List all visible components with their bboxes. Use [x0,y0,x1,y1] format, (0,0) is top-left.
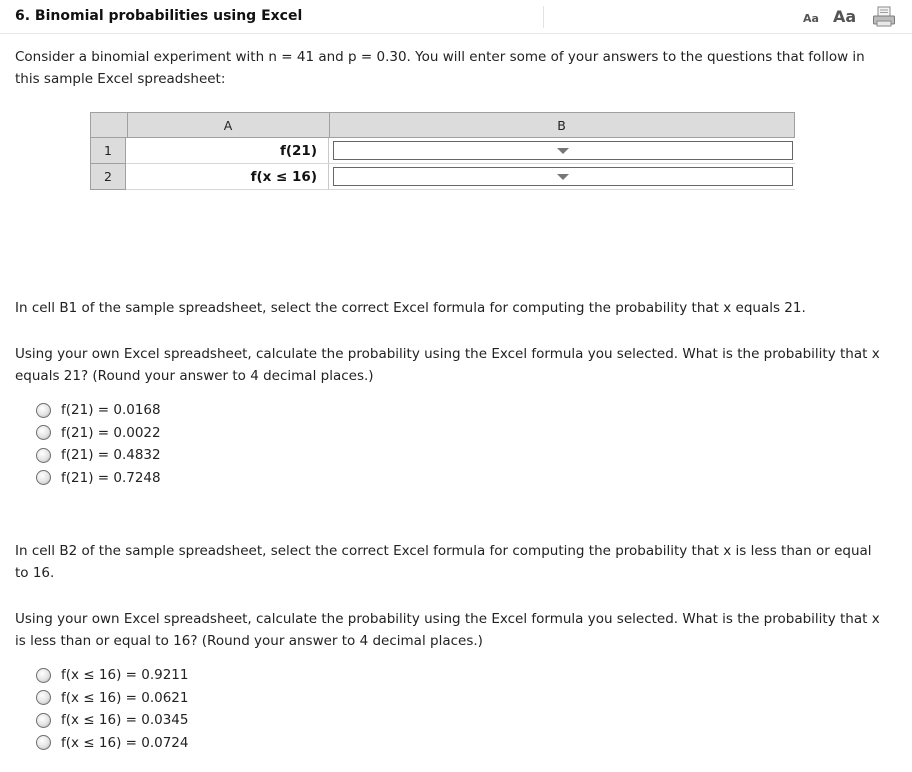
row-number: 1 [90,138,126,164]
option-label: f(x ≤ 16) = 0.0724 [61,734,189,751]
radio-button[interactable] [36,735,51,750]
q2-option[interactable] [36,664,188,687]
option-label: f(21) = 0.4832 [61,447,161,464]
q2-option[interactable] [36,687,188,710]
q2-option[interactable] [36,709,188,732]
q1-instruction: In cell B1 of the sample spreadsheet, select the correct Excel formula for computing the probability that x equals 21. [15,300,806,316]
question-line: Using your own Excel spreadsheet, calculate the probability using the Excel formula you selected. What is the probability that x [15,346,880,362]
cell-b1 [329,138,795,164]
q1-option[interactable] [36,422,161,445]
column-header-row [90,112,795,138]
question-title: 6. Binomial probabilities using Excel [15,8,303,24]
chevron-down-icon [557,148,569,154]
option-label: f(x ≤ 16) = 0.9211 [61,667,189,684]
spreadsheet-row [90,164,795,190]
option-label: f(21) = 0.0168 [61,402,161,419]
q2-options [36,664,188,754]
cell-b2 [329,164,795,190]
spreadsheet-row [90,138,795,164]
q1-option[interactable] [36,399,161,422]
radio-button[interactable] [36,448,51,463]
radio-button[interactable] [36,425,51,440]
option-label: f(x ≤ 16) = 0.0621 [61,689,189,706]
question-line: equals 21? (Round your answer to 4 decimal places.) [15,368,374,384]
cell-a1: f(21) [126,138,329,164]
q2-instruction [15,540,895,584]
q1-option[interactable] [36,467,161,490]
q2-question [15,608,895,652]
cell-a2: f(x ≤ 16) [126,164,329,190]
option-label: f(21) = 0.0022 [61,424,161,441]
question-line: is less than or equal to 16? (Round your answer to 4 decimal places.) [15,633,483,649]
chevron-down-icon [557,174,569,180]
radio-button[interactable] [36,403,51,418]
q2-option[interactable] [36,732,188,755]
print-icon[interactable] [872,6,896,28]
question-header [0,0,912,34]
option-label: f(x ≤ 16) = 0.0345 [61,712,189,729]
formula-dropdown-b2[interactable] [333,167,793,186]
column-header-b: B [557,118,566,133]
radio-button[interactable] [36,470,51,485]
radio-button[interactable] [36,713,51,728]
corner-cell [91,113,128,137]
q1-option[interactable] [36,444,161,467]
intro-line: this sample Excel spreadsheet: [15,71,226,87]
radio-button[interactable] [36,668,51,683]
question-line: Using your own Excel spreadsheet, calculate the probability using the Excel formula you selected. What is the probability that x [15,611,880,627]
row-number: 2 [90,164,126,190]
option-label: f(21) = 0.7248 [61,469,161,486]
sample-spreadsheet [90,112,795,191]
header-divider [543,6,544,28]
intro-text [15,46,895,90]
increase-text-size-button[interactable]: Aa [833,7,857,26]
formula-dropdown-b1[interactable] [333,141,793,160]
header-rule [0,33,912,34]
decrease-text-size-button[interactable]: Aa [803,12,819,25]
intro-line: Consider a binomial experiment with n = 41 and p = 0.30. You will enter some of your answers to the questions that follow in [15,49,865,65]
radio-button[interactable] [36,690,51,705]
q1-question [15,343,895,387]
instruction-line: In cell B2 of the sample spreadsheet, select the correct Excel formula for computing the probability that x is less than or equal [15,543,872,559]
column-header-a: A [127,113,330,137]
instruction-line: to 16. [15,565,55,581]
q1-options [36,399,161,489]
